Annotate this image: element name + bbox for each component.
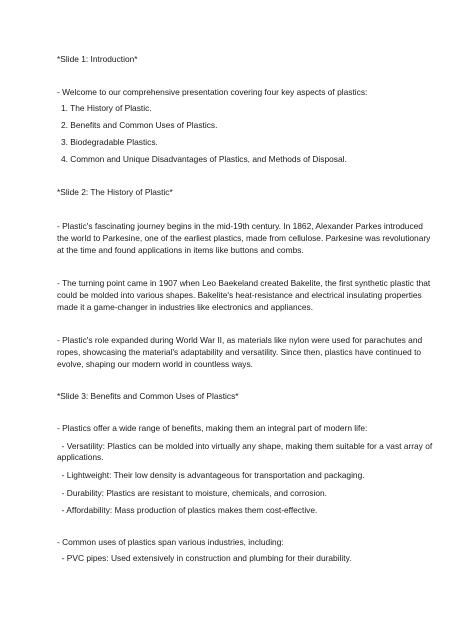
slide3-heading: *Slide 3: Benefits and Common Uses of Plastics*	[57, 391, 239, 401]
paragraph-line: could be molded into various shapes. Bakelite's heat-resistance and electrical insulating properties	[57, 290, 422, 300]
benefits-intro: - Plastics offer a wide range of benefits, making them an integral part of modern life:	[57, 423, 368, 433]
slide1-heading: *Slide 1: Introduction*	[57, 54, 138, 64]
paragraph-line: made it a game-changer in industries like electronics and appliances.	[57, 302, 314, 312]
uses-intro: - Common uses of plastics span various industries, including:	[57, 537, 284, 547]
benefit-item-continued: applications.	[57, 452, 104, 462]
slide1-intro: - Welcome to our comprehensive presentation covering four key aspects of plastics:	[57, 87, 368, 97]
use-item: - PVC pipes: Used extensively in construction and plumbing for their durability.	[57, 553, 352, 563]
benefit-item: - Versatility: Plastics can be molded into virtually any shape, making them suitable for a vast array of	[57, 441, 433, 451]
list-item: 1. The History of Plastic.	[61, 103, 152, 113]
benefit-item: - Lightweight: Their low density is advantageous for transportation and packaging.	[57, 470, 365, 480]
paragraph-line: - The turning point came in 1907 when Leo Baekeland created Bakelite, the first synthetic plastic that	[57, 278, 431, 288]
list-item: 4. Common and Unique Disadvantages of Plastics, and Methods of Disposal.	[61, 154, 347, 164]
paragraph-line: the world to Parkesine, one of the earliest plastics, made from cellulose. Parkesine was revolutionary	[57, 233, 431, 243]
list-item: 3. Biodegradable Plastics.	[61, 137, 158, 147]
paragraph-line: ropes, showcasing the material's adaptability and versatility. Since then, plastics have continued to	[57, 347, 422, 357]
paragraph-line: at the time and found applications in items like buttons and combs.	[57, 245, 304, 255]
slide2-heading: *Slide 2: The History of Plastic*	[57, 187, 173, 197]
paragraph-line: evolve, shaping our modern world in countless ways.	[57, 359, 253, 369]
benefit-item: - Affordability: Mass production of plastics makes them cost-effective.	[57, 505, 318, 515]
list-item: 2. Benefits and Common Uses of Plastics.	[61, 120, 218, 130]
paragraph-line: - Plastic's fascinating journey begins in the mid-19th century. In 1862, Alexander Parkes introduced	[57, 221, 423, 231]
benefit-item: - Durability: Plastics are resistant to moisture, chemicals, and corrosion.	[57, 488, 327, 498]
paragraph-line: - Plastic's role expanded during World War II, as materials like nylon were used for parachutes and	[57, 335, 423, 345]
